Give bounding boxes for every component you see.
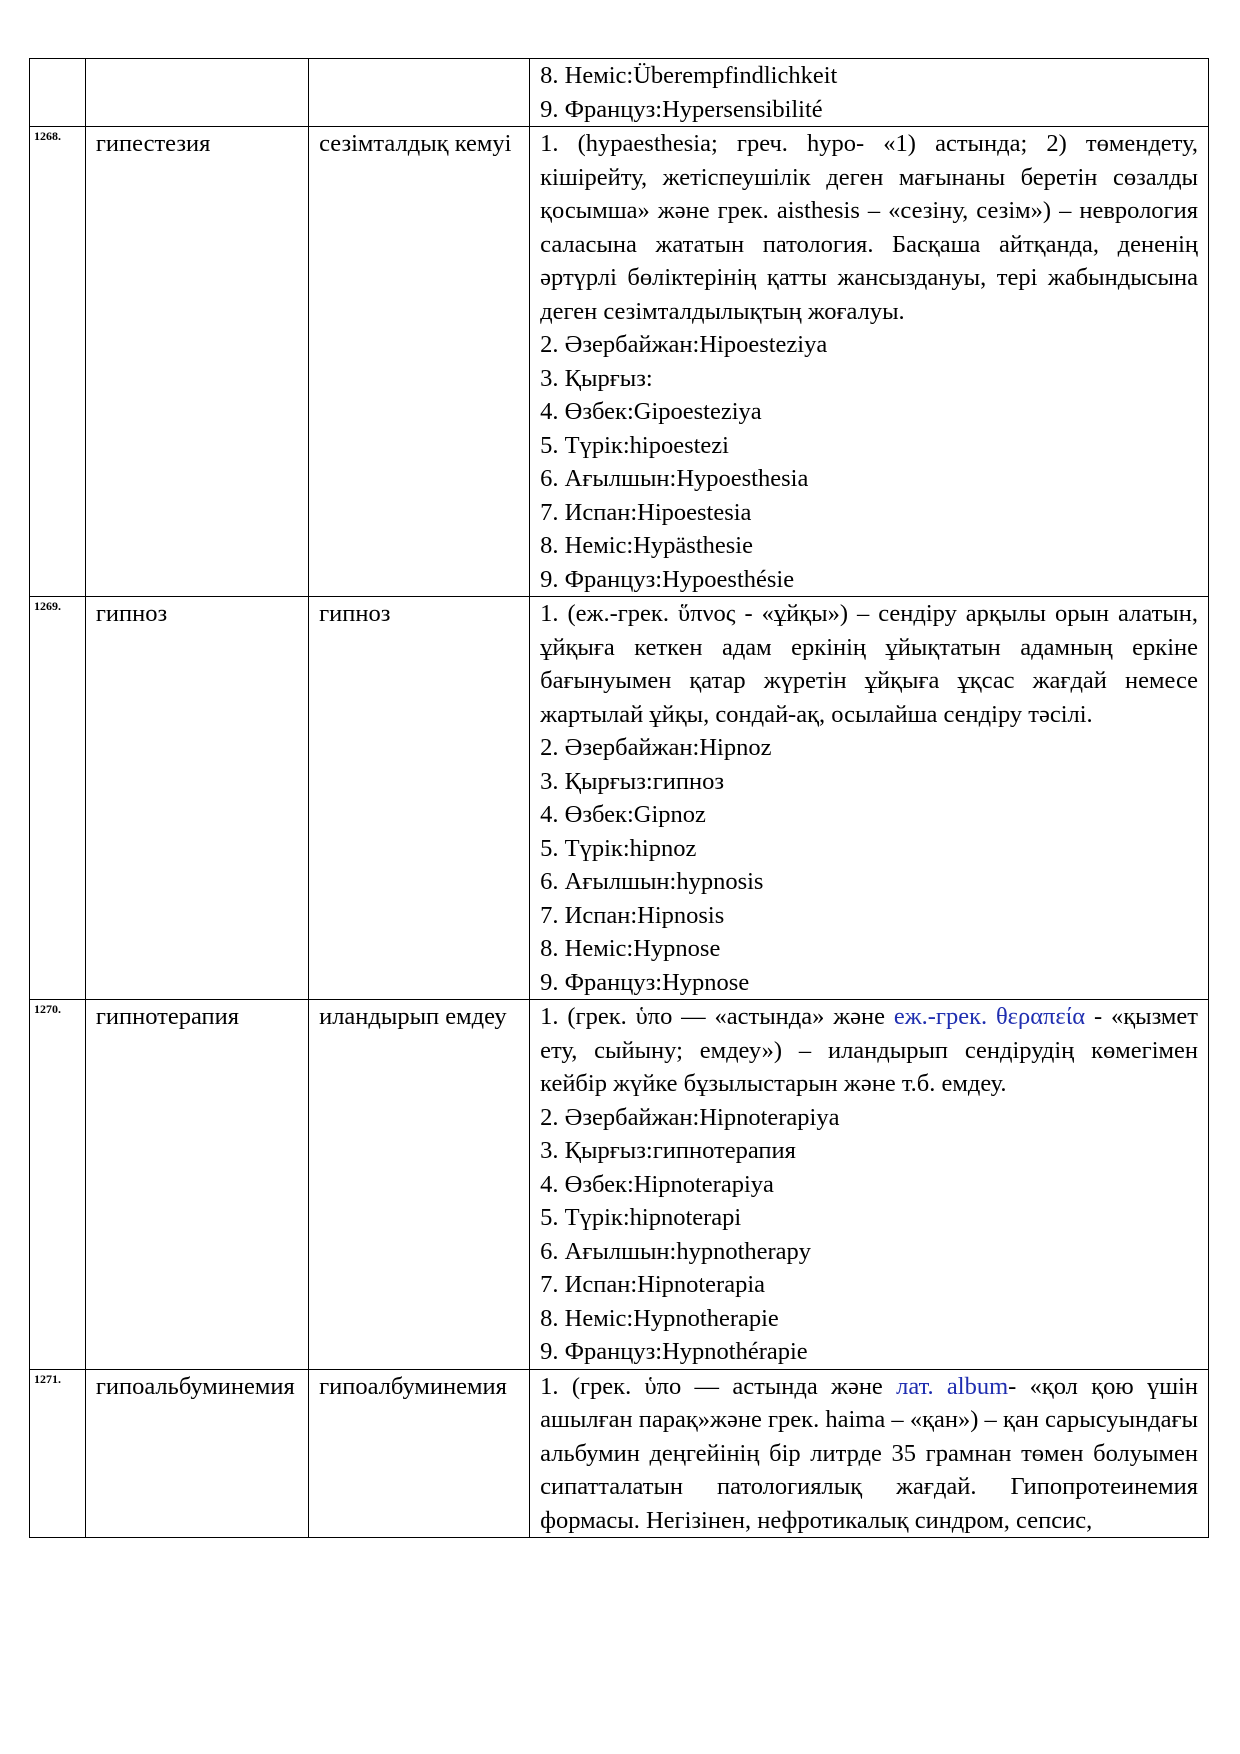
table-row	[30, 1000, 1209, 1370]
translation-line: 3. Қырғыз:гипнотерапия	[540, 1137, 796, 1164]
definition-link-text: еж.-грек. θεραπεία	[893, 1003, 1086, 1030]
definition-segment: 1. (hypaesthesia; греч. hypo- «1) астында; 2) төмендету, кішірейту, жетіспеушілік деген мағынаны беретін сөзалды қосымша» және грек. aisthesis – «сезіну, сезім») – неврология саласына жататын патология. Басқаша айтқанда, дененің әртүрлі бөліктерінің қатты жансыздануы, тері жабындысына деген сезімталдылықтың жоғалуы.	[540, 130, 1198, 325]
definition-link-text: лат. album	[896, 1372, 1009, 1400]
definition-text	[540, 1370, 1198, 1538]
definition-text	[540, 1000, 1198, 1101]
table-row	[30, 59, 1209, 127]
term-russian: гипноз	[85, 597, 308, 1000]
term-kazakh: гипноз	[309, 597, 530, 1000]
translation-line: 2. Әзербайжан:Hipoesteziya	[540, 331, 828, 358]
definition-cell	[530, 1000, 1209, 1370]
entry-number: 1271.	[30, 1369, 86, 1538]
translation-line: 7. Испан:Hipnosis	[540, 901, 725, 929]
translation-line: 2. Әзербайжан:Hipnoz	[540, 734, 772, 761]
definition-cell	[530, 597, 1209, 1000]
definition-segment: 1. (грек. ὑπο — астында және	[540, 1372, 897, 1400]
translation-line: 3. Қырғыз:	[540, 364, 653, 392]
translation-line: 6. Ағылшын:hypnotherapy	[540, 1237, 812, 1265]
definition-cell	[530, 1369, 1209, 1538]
translation-line: 4. Өзбек:Gipnoz	[540, 801, 706, 828]
term-kazakh	[309, 59, 530, 127]
translation-line: 9. Француз:Hypoesthésie	[540, 565, 795, 593]
translation-line: 8. Неміс:Hypästhesie	[540, 532, 753, 559]
definition-segment: 1. (еж.-грек. ὕπνος - «ұйқы») – сендіру арқылы орын алатын, ұйқыға кеткен адам еркінің ұйықтатын адамның еркіне бағынуымен қатар жүретін ұйқыға ұқсас жағдай немесе жартылай ұйқы, сондай-ақ, осылайша сендіру тәсілі.	[540, 600, 1198, 728]
term-kazakh: иландырып емдеу	[309, 1000, 530, 1370]
translation-line: 4. Өзбек:Gipoesteziya	[540, 398, 762, 425]
translation-line: 9. Француз:Hypnose	[540, 968, 750, 996]
term-kazakh: сезімталдық кемуі	[309, 127, 530, 597]
table-row	[30, 1369, 1209, 1538]
translation-line: 8. Неміс:Hypnotherapie	[540, 1304, 779, 1332]
translation-line: 5. Түрік:hipoestezi	[540, 431, 729, 459]
definition-segment: 1. (грек. ὑπο — «астында» және	[540, 1003, 894, 1030]
translation-line: 8. Неміс:Hypnose	[540, 935, 721, 962]
term-russian	[85, 59, 308, 127]
glossary-table	[29, 58, 1209, 1538]
translation-line: 7. Испан:Hipnoterapia	[540, 1271, 766, 1298]
definition-segment: - «қызмет ету, сыйыну; емдеу») – иландырып сендірудің көмегімен кейбір жүйке бұзылыстарын және т.б. емдеу.	[540, 1003, 1198, 1097]
translation-line: 6. Ағылшын:Hypoesthesia	[540, 465, 809, 492]
table-row	[30, 127, 1209, 597]
definition-cell	[530, 59, 1209, 127]
translation-line: 9. Француз:Hypnothérapie	[540, 1338, 808, 1365]
term-russian: гипоальбуминемия	[85, 1369, 308, 1538]
term-kazakh: гипоалбуминемия	[309, 1369, 530, 1538]
translation-line: 8. Неміс:Überempfindlichkeit	[540, 62, 838, 89]
translation-line: 9. Француз:Hypersensibilité	[540, 95, 823, 123]
entry-number: 1270.	[30, 1000, 86, 1370]
translation-line: 5. Түрік:hipnoterapi	[540, 1204, 742, 1231]
translation-line: 7. Испан:Hipoestesia	[540, 498, 752, 526]
definition-text	[540, 597, 1198, 731]
term-russian: гипнотерапия	[85, 1000, 308, 1370]
translation-line: 4. Өзбек:Hipnoterapiya	[540, 1170, 774, 1198]
table-row	[30, 597, 1209, 1000]
translation-line: 6. Ағылшын:hypnosis	[540, 868, 764, 895]
definition-cell	[530, 127, 1209, 597]
definition-segment: - «қол қою үшін ашылған парақ»және грек. haima – «қан») – қан сарысуындағы альбумин деңгейінің бір литрде 35 грамнан төмен болуымен сипатталатын патологиялық жағдай. Гипопротеинемия формасы. Негізінен, нефротикалық синдром, сепсис,	[540, 1372, 1198, 1534]
entry-number: 1268.	[30, 127, 86, 597]
entry-number: 1269.	[30, 597, 86, 1000]
definition-text	[540, 127, 1198, 328]
translation-line: 2. Әзербайжан:Hipnoterapiya	[540, 1103, 840, 1131]
entry-number	[30, 59, 86, 127]
term-russian: гипестезия	[85, 127, 308, 597]
translation-line: 3. Қырғыз:гипноз	[540, 767, 725, 795]
translation-line: 5. Түрік:hipnoz	[540, 834, 697, 862]
